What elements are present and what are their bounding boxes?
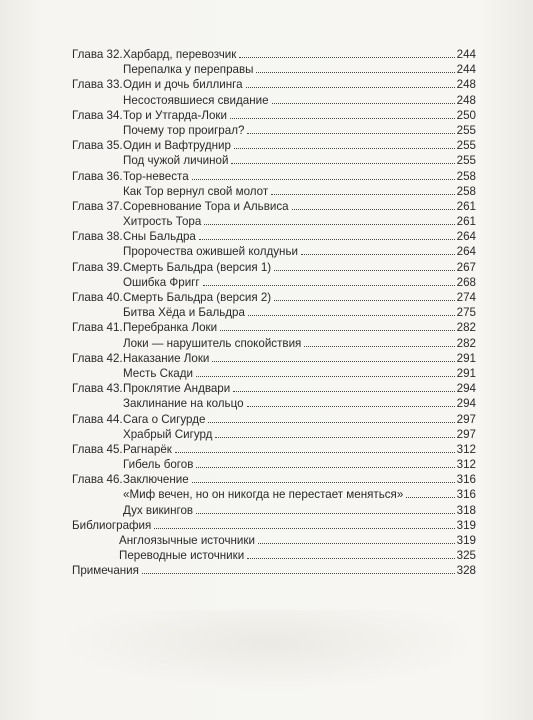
entry-title: Как Тор вернул свой молот (123, 184, 269, 198)
toc-entry (72, 290, 476, 305)
toc-entry (72, 199, 476, 214)
page-number: 291 (456, 351, 476, 365)
toc-entry (72, 229, 476, 244)
entry-title: Соревнование Тора и Альвиса (123, 199, 289, 213)
toc-entry (72, 518, 476, 533)
page-number: 255 (456, 123, 476, 137)
toc-entry (72, 77, 476, 92)
page-number: 244 (456, 63, 476, 77)
toc-entry (72, 123, 476, 138)
dot-leader (272, 103, 455, 104)
dot-leader (196, 513, 455, 514)
entry-title: Один и дочь биллинга (123, 78, 243, 92)
dot-leader (292, 209, 455, 210)
entry-title: Перебранка Локи (123, 321, 218, 335)
chapter-number: Глава 43. (72, 382, 123, 396)
chapter-number: Глава 32. (72, 48, 123, 61)
chapter-number: Глава 34. (72, 108, 123, 122)
toc-entry (72, 47, 476, 62)
dot-leader (175, 452, 455, 453)
entry-title: Библиография (72, 518, 152, 532)
page-number: 325 (456, 549, 476, 563)
toc-entry (72, 563, 476, 578)
entry-title: Храбрый Сигурд (123, 427, 213, 441)
dot-leader (406, 497, 454, 498)
page-number: 244 (456, 48, 476, 61)
chapter-number: Глава 35. (72, 139, 123, 153)
dot-leader (247, 558, 454, 559)
entry-title: Перепалка у переправы (123, 63, 254, 77)
page-number: 274 (456, 291, 476, 304)
dot-leader (258, 543, 455, 544)
dot-leader (196, 467, 454, 468)
toc-entry (72, 487, 476, 502)
toc-entry (72, 260, 476, 275)
page-number: 282 (456, 336, 476, 350)
dot-leader (304, 346, 454, 347)
entry-title: Пророчества ожившей колдуньи (123, 245, 298, 259)
toc-entry (72, 93, 476, 108)
entry-title: Несостоявшиеся свидание (123, 93, 269, 107)
page-number: 297 (456, 427, 476, 441)
entry-title: Наказание Локи (123, 351, 210, 365)
entry-title: Заключение (123, 473, 189, 487)
page-number: 316 (456, 488, 476, 502)
entry-title: Локи — нарушитель спокойствия (123, 336, 302, 350)
dot-leader (203, 285, 455, 286)
chapter-number: Глава 36. (72, 169, 123, 183)
toc-entry (72, 184, 476, 199)
toc-entry (72, 412, 476, 427)
entry-title: Тор-невеста (123, 169, 189, 183)
dot-leader (208, 422, 454, 423)
page-number: 328 (456, 564, 476, 578)
entry-title: Хитрость Тора (123, 215, 202, 229)
entry-title: Заклинание на кольцо (123, 397, 244, 411)
entry-title: Один и Вафтруднир (123, 139, 231, 153)
toc-entry (72, 381, 476, 396)
page-number: 291 (456, 366, 476, 380)
entry-title: Битва Хёда и Бальдра (123, 306, 245, 320)
dot-leader (274, 270, 454, 271)
toc-entry (72, 214, 476, 229)
toc-entry (72, 457, 476, 472)
chapter-number: Глава 38. (72, 230, 123, 244)
page-number: 267 (456, 260, 476, 274)
dot-leader (239, 57, 454, 58)
entry-title: Дух викингов (123, 503, 194, 517)
toc-entry (72, 396, 476, 411)
page-number: 255 (456, 154, 476, 168)
toc-entry (72, 244, 476, 259)
dot-leader (248, 315, 455, 316)
page-number: 250 (456, 108, 476, 122)
dot-leader (233, 391, 454, 392)
dot-leader (215, 437, 454, 438)
entry-title: Почему тор проиграл? (123, 123, 245, 137)
dot-leader (230, 118, 455, 119)
toc-entry (72, 320, 476, 335)
page-number: 264 (456, 245, 476, 259)
page-number: 261 (456, 199, 476, 213)
toc-entry (72, 503, 476, 518)
dot-leader (196, 376, 455, 377)
dot-leader (204, 224, 454, 225)
dot-leader (192, 179, 455, 180)
page-number: 319 (456, 518, 476, 532)
chapter-number: Глава 33. (72, 78, 123, 92)
toc-entry (72, 62, 476, 77)
toc-entry (72, 533, 476, 548)
entry-title: Харбард, перевозчик (123, 48, 237, 61)
page-number: 319 (456, 534, 476, 547)
toc-entry (72, 366, 476, 381)
print-smudge (60, 610, 480, 690)
dot-leader (274, 300, 454, 301)
toc-entry (72, 108, 476, 123)
page-number: 248 (456, 78, 476, 92)
toc-entry (72, 472, 476, 487)
entry-title: Под чужой личиной (123, 154, 229, 168)
entry-title: Смерть Бальдра (версия 1) (123, 260, 272, 274)
page-number: 312 (456, 442, 476, 456)
dot-leader (231, 163, 454, 164)
dot-leader (247, 406, 455, 407)
toc-entry (72, 153, 476, 168)
dot-leader (247, 133, 454, 134)
dot-leader (271, 194, 454, 195)
dot-leader (199, 239, 455, 240)
entry-title: «Миф вечен, но он никогда не перестает меняться» (123, 488, 404, 502)
dot-leader (256, 72, 454, 73)
entry-title: Сага о Сигурде (123, 412, 206, 426)
page-number: 268 (456, 275, 476, 289)
page-number: 264 (456, 230, 476, 244)
dot-leader (301, 254, 455, 255)
entry-title: Ошибка Фригг (123, 275, 200, 289)
entry-title: Тор и Утгарда-Локи (123, 108, 227, 122)
entry-title: Англоязычные источники (119, 534, 255, 547)
entry-title: Сны Бальдра (123, 230, 196, 244)
chapter-number: Глава 42. (72, 351, 123, 365)
entry-title: Смерть Бальдра (версия 2) (123, 291, 272, 304)
chapter-number: Глава 44. (72, 412, 123, 426)
page-number: 258 (456, 169, 476, 183)
page-number: 297 (456, 412, 476, 426)
entry-title: Примечания (72, 564, 139, 578)
toc-entry (72, 548, 476, 563)
page-number: 261 (456, 215, 476, 229)
page-number: 294 (456, 382, 476, 396)
chapter-number: Глава 41. (72, 321, 123, 335)
toc-entry (72, 169, 476, 184)
toc-entry (72, 427, 476, 442)
entry-title: Проклятие Андвари (123, 382, 231, 396)
page-number: 258 (456, 184, 476, 198)
chapter-number: Глава 46. (72, 473, 123, 487)
page-number: 294 (456, 397, 476, 411)
entry-title: Переводные источники (119, 549, 245, 563)
toc-entry (72, 336, 476, 351)
toc-entry (72, 138, 476, 153)
page-number: 316 (456, 473, 476, 487)
toc-entry (72, 442, 476, 457)
page-number: 248 (456, 93, 476, 107)
dot-leader (246, 87, 455, 88)
chapter-number: Глава 45. (72, 442, 123, 456)
toc-entry (72, 275, 476, 290)
dot-leader (234, 148, 455, 149)
page-number: 312 (456, 458, 476, 472)
table-of-contents (72, 47, 476, 579)
chapter-number: Глава 39. (72, 260, 123, 274)
page-number: 275 (456, 306, 476, 320)
page-number: 255 (456, 139, 476, 153)
chapter-number: Глава 37. (72, 199, 123, 213)
page-number: 318 (456, 503, 476, 517)
dot-leader (192, 482, 455, 483)
toc-entry (72, 351, 476, 366)
dot-leader (212, 361, 454, 362)
dot-leader (220, 330, 455, 331)
entry-title: Рагнарёк (123, 442, 172, 456)
dot-leader (142, 573, 455, 574)
chapter-number: Глава 40. (72, 291, 123, 304)
page-number: 282 (456, 321, 476, 335)
dot-leader (154, 528, 454, 529)
toc-entry (72, 305, 476, 320)
entry-title: Месть Скади (123, 366, 193, 380)
entry-title: Гибель богов (123, 458, 194, 472)
